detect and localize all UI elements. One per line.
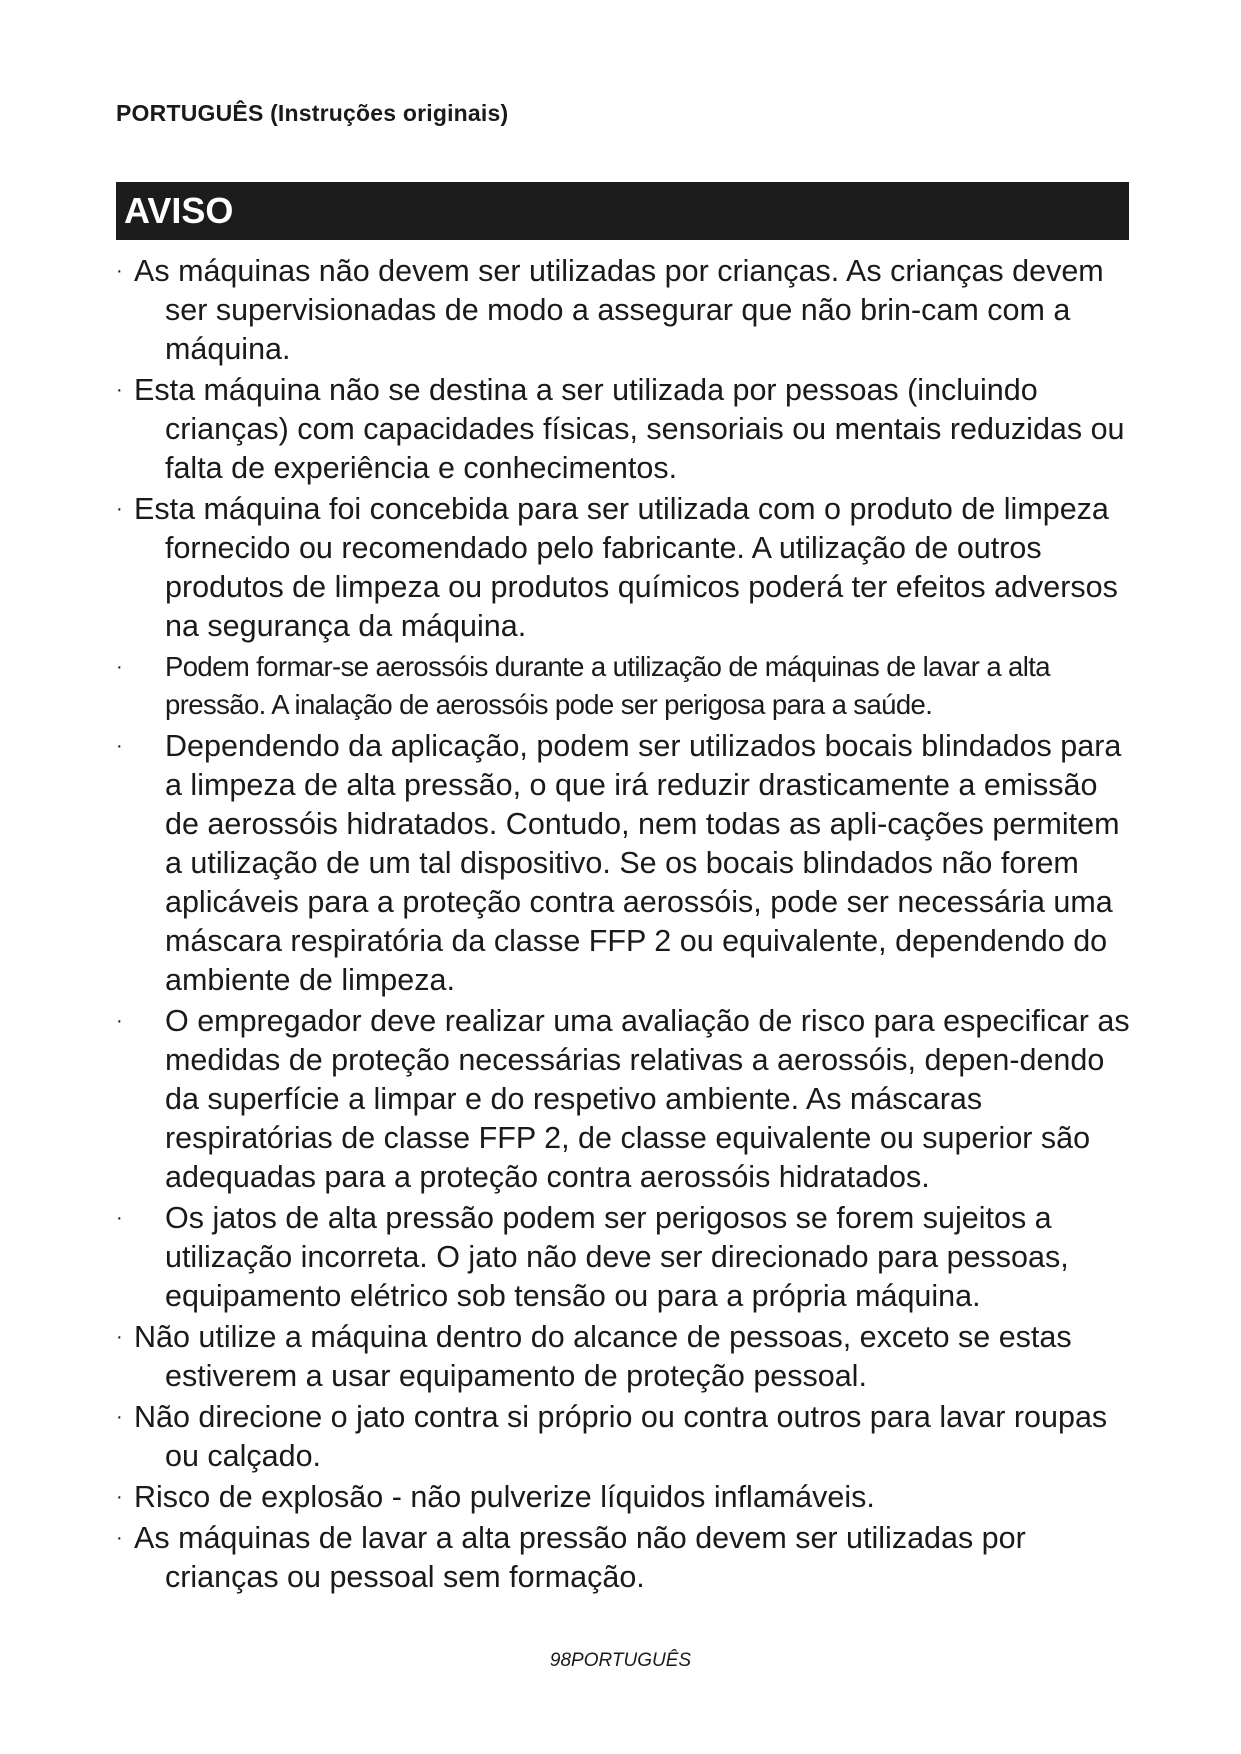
- bullet-icon: ·: [116, 260, 123, 282]
- warning-title: AVISO: [124, 190, 234, 231]
- warning-item: [116, 1398, 1136, 1476]
- bullet-icon: ·: [116, 1486, 123, 1508]
- warning-item: [116, 727, 1136, 1000]
- warning-item: [116, 371, 1136, 488]
- warning-item-text: Não utilize a máquina dentro do alcance de pessoas, exceto se estas estiverem a usar equipamento de proteção pessoal.: [134, 1320, 1072, 1393]
- warning-item: [116, 252, 1136, 369]
- bullet-icon: ·: [116, 656, 123, 678]
- warning-item: [116, 1519, 1136, 1597]
- warning-list: [116, 252, 1136, 1599]
- warning-item-text: Não direcione o jato contra si próprio ou contra outros para lavar roupas ou calçado.: [134, 1400, 1108, 1473]
- warning-item: [116, 648, 1136, 724]
- bullet-icon: ·: [116, 1406, 123, 1428]
- bullet-icon: ·: [116, 1326, 123, 1348]
- warning-item: [116, 490, 1136, 646]
- bullet-icon: ·: [116, 735, 123, 757]
- bullet-icon: ·: [116, 379, 123, 401]
- warning-item-text: Podem formar-se aerossóis durante a utilização de máquinas de lavar a alta pressão. A inalação de aerossóis pode ser perigosa para a saúde.: [165, 651, 1050, 720]
- warning-item: [116, 1199, 1136, 1316]
- warning-item-text: Esta máquina foi concebida para ser utilizada com o produto de limpeza fornecido ou recomendado pelo fabricante. A utilização de outros produtos de limpeza ou produtos químicos poderá ter efeitos adversos na segurança da máquina.: [134, 492, 1118, 643]
- warning-banner: [116, 182, 1129, 240]
- warning-item-text: Risco de explosão - não pulverize líquidos inflamáveis.: [134, 1480, 875, 1514]
- bullet-icon: ·: [116, 498, 123, 520]
- warning-item: [116, 1478, 1136, 1517]
- page-number-footer: 98PORTUGUÊS: [549, 1650, 692, 1671]
- warning-item-text: As máquinas de lavar a alta pressão não devem ser utilizadas por crianças ou pessoal sem formação.: [134, 1521, 1026, 1594]
- warning-item-text: Esta máquina não se destina a ser utilizada por pessoas (incluindo crianças) com capacidades físicas, sensoriais ou mentais reduzidas ou falta de experiência e conhecimentos.: [134, 373, 1125, 485]
- bullet-icon: ·: [116, 1010, 123, 1032]
- warning-item: [116, 1318, 1136, 1396]
- warning-item-text: Os jatos de alta pressão podem ser perigosos se forem sujeitos a utilização incorreta. O jato não deve ser direcionado para pessoas, equipamento elétrico sob tensão ou para a própria máquina.: [165, 1201, 1069, 1313]
- warning-item-text: O empregador deve realizar uma avaliação de risco para especificar as medidas de proteção necessárias relativas a aerossóis, depen-dendo da superfície a limpar e do respetivo ambiente. As máscaras respiratórias de classe FFP 2, de classe equivalente ou superior são adequadas para a proteção contra aerossóis hidratados.: [165, 1004, 1130, 1194]
- warning-item: [116, 1002, 1136, 1197]
- document-language-heading: PORTUGUÊS (Instruções originais): [116, 100, 509, 126]
- bullet-icon: ·: [116, 1527, 123, 1549]
- bullet-icon: ·: [116, 1207, 123, 1229]
- warning-item-text: As máquinas não devem ser utilizadas por crianças. As crianças devem ser supervisionadas de modo a assegurar que não brin-cam com a máquina.: [134, 254, 1104, 366]
- warning-item-text: Dependendo da aplicação, podem ser utilizados bocais blindados para a limpeza de alta pressão, o que irá reduzir drasticamente a emissão de aerossóis hidratados. Contudo, nem todas as apli-cações permitem a utilização de um tal dispositivo. Se os bocais blindados não forem aplicáveis para a proteção contra aerossóis, pode ser necessária uma máscara respiratória da classe FFP 2 ou equivalente, dependendo do ambiente de limpeza.: [165, 729, 1122, 997]
